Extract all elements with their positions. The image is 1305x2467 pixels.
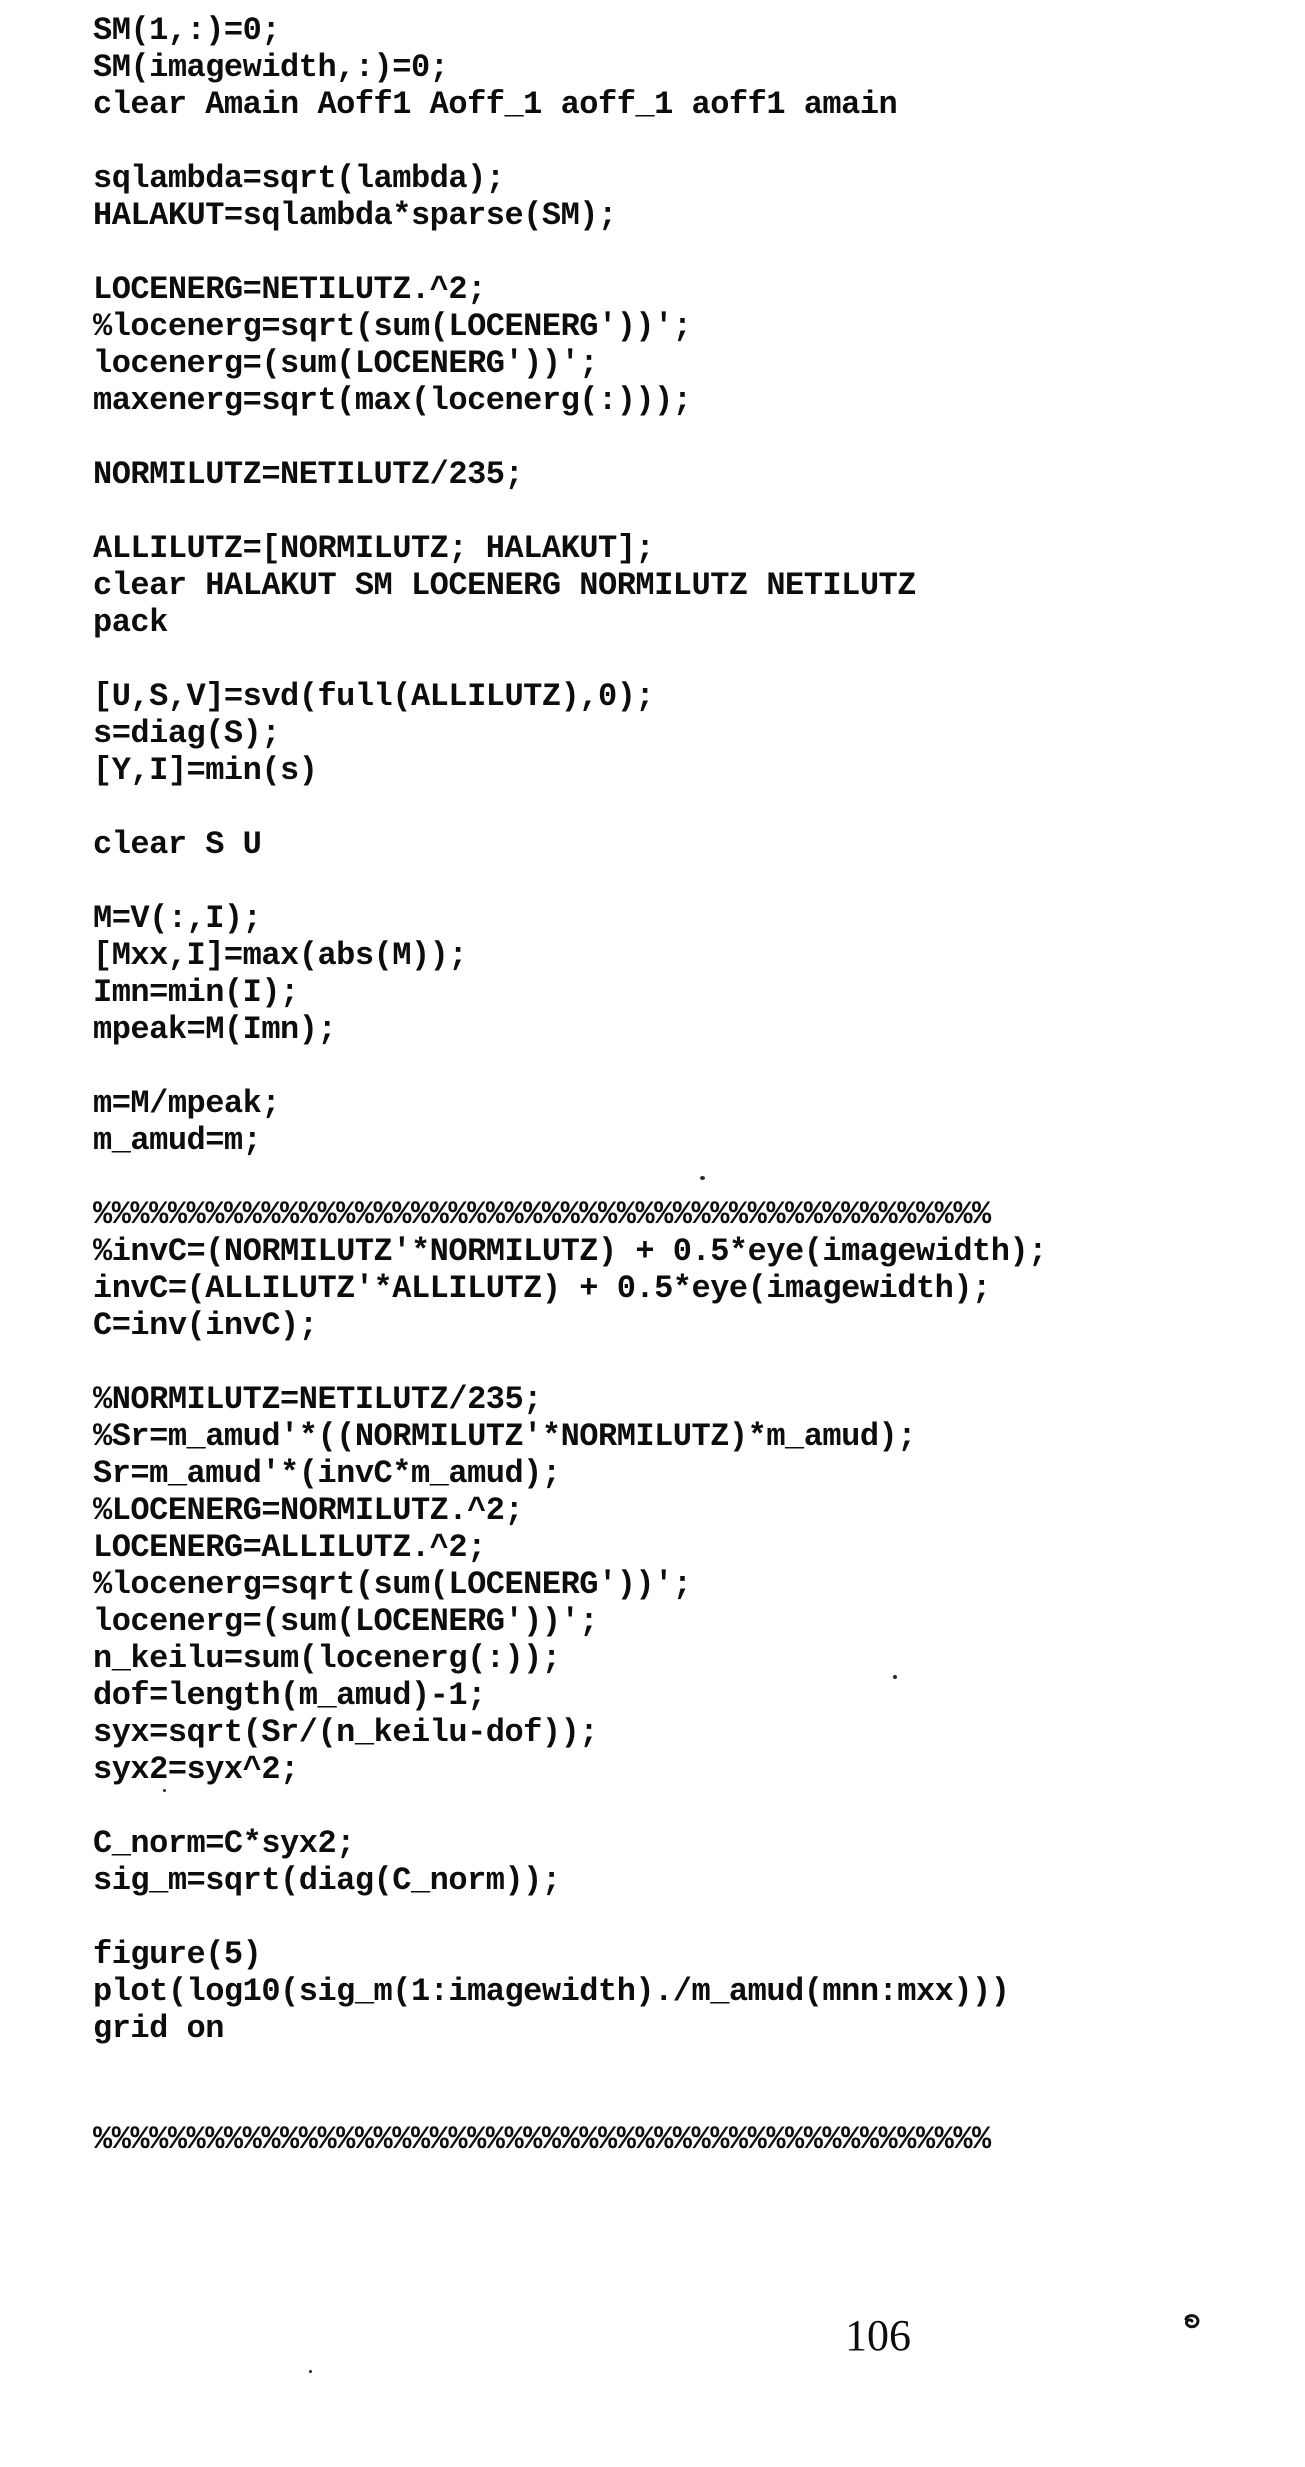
ink-speck bbox=[893, 1675, 897, 1679]
ink-scribble-mark bbox=[1181, 2312, 1203, 2334]
ink-speck bbox=[309, 2370, 312, 2373]
matlab-code-listing: SM(1,:)=0; SM(imagewidth,:)=0; clear Amain Aoff1 Aoff_1 aoff_1 aoff1 amain sqlambda=sqrt(lambda); HALAKUT=sqlambda*sparse(SM); LOCENERG=NETILUTZ.^2; %locenerg=sqrt(sum(LOCENERG'))'; locenerg=(sum(LOCENERG'))'; maxenerg=sqrt(max(locenerg(:))); NORMILUTZ=NETILUTZ/235; ALLILUTZ=[NORMILUTZ; HALAKUT]; clear HALAKUT SM LOCENERG NORMILUTZ NETILUTZ pack [U,S,V]=svd(full(ALLILUTZ),0); s=diag(S); [Y,I]=min(s) clear S U M=V(:,I); [Mxx,I]=max(abs(M)); Imn=min(I); mpeak=M(Imn); m=M/mpeak; m_amud=m; %%%%%%%%%%%%%%%%%%%%%%%%%%%%%%%%%%%%%%%%%%%%%%%% %invC=(NORMILUTZ'*NORMILUTZ) + 0.5*eye(imagewidth); invC=(ALLILUTZ'*ALLILUTZ) + 0.5*eye(imagewidth); C=inv(invC); %NORMILUTZ=NETILUTZ/235; %Sr=m_amud'*((NORMILUTZ'*NORMILUTZ)*m_amud); Sr=m_amud'*(invC*m_amud); %LOCENERG=NORMILUTZ.^2; LOCENERG=ALLILUTZ.^2; %locenerg=sqrt(sum(LOCENERG'))'; locenerg=(sum(LOCENERG'))'; n_keilu=sum(locenerg(:)); dof=length(m_amud)-1; syx=sqrt(Sr/(n_keilu-dof)); syx2=syx^2; C_norm=C*syx2; sig_m=sqrt(diag(C_norm)); figure(5) plot(log10(sig_m(1:imagewidth)./m_amud(mnn:mxx))) grid on %%%%%%%%%%%%%%%%%%%%%%%%%%%%%%%%%%%%%%%%%%%%%%%% bbox=[93, 12, 1047, 2158]
page-number: 106 bbox=[845, 2311, 911, 2360]
ink-speck bbox=[163, 1789, 166, 1792]
ink-speck bbox=[700, 1176, 705, 1180]
